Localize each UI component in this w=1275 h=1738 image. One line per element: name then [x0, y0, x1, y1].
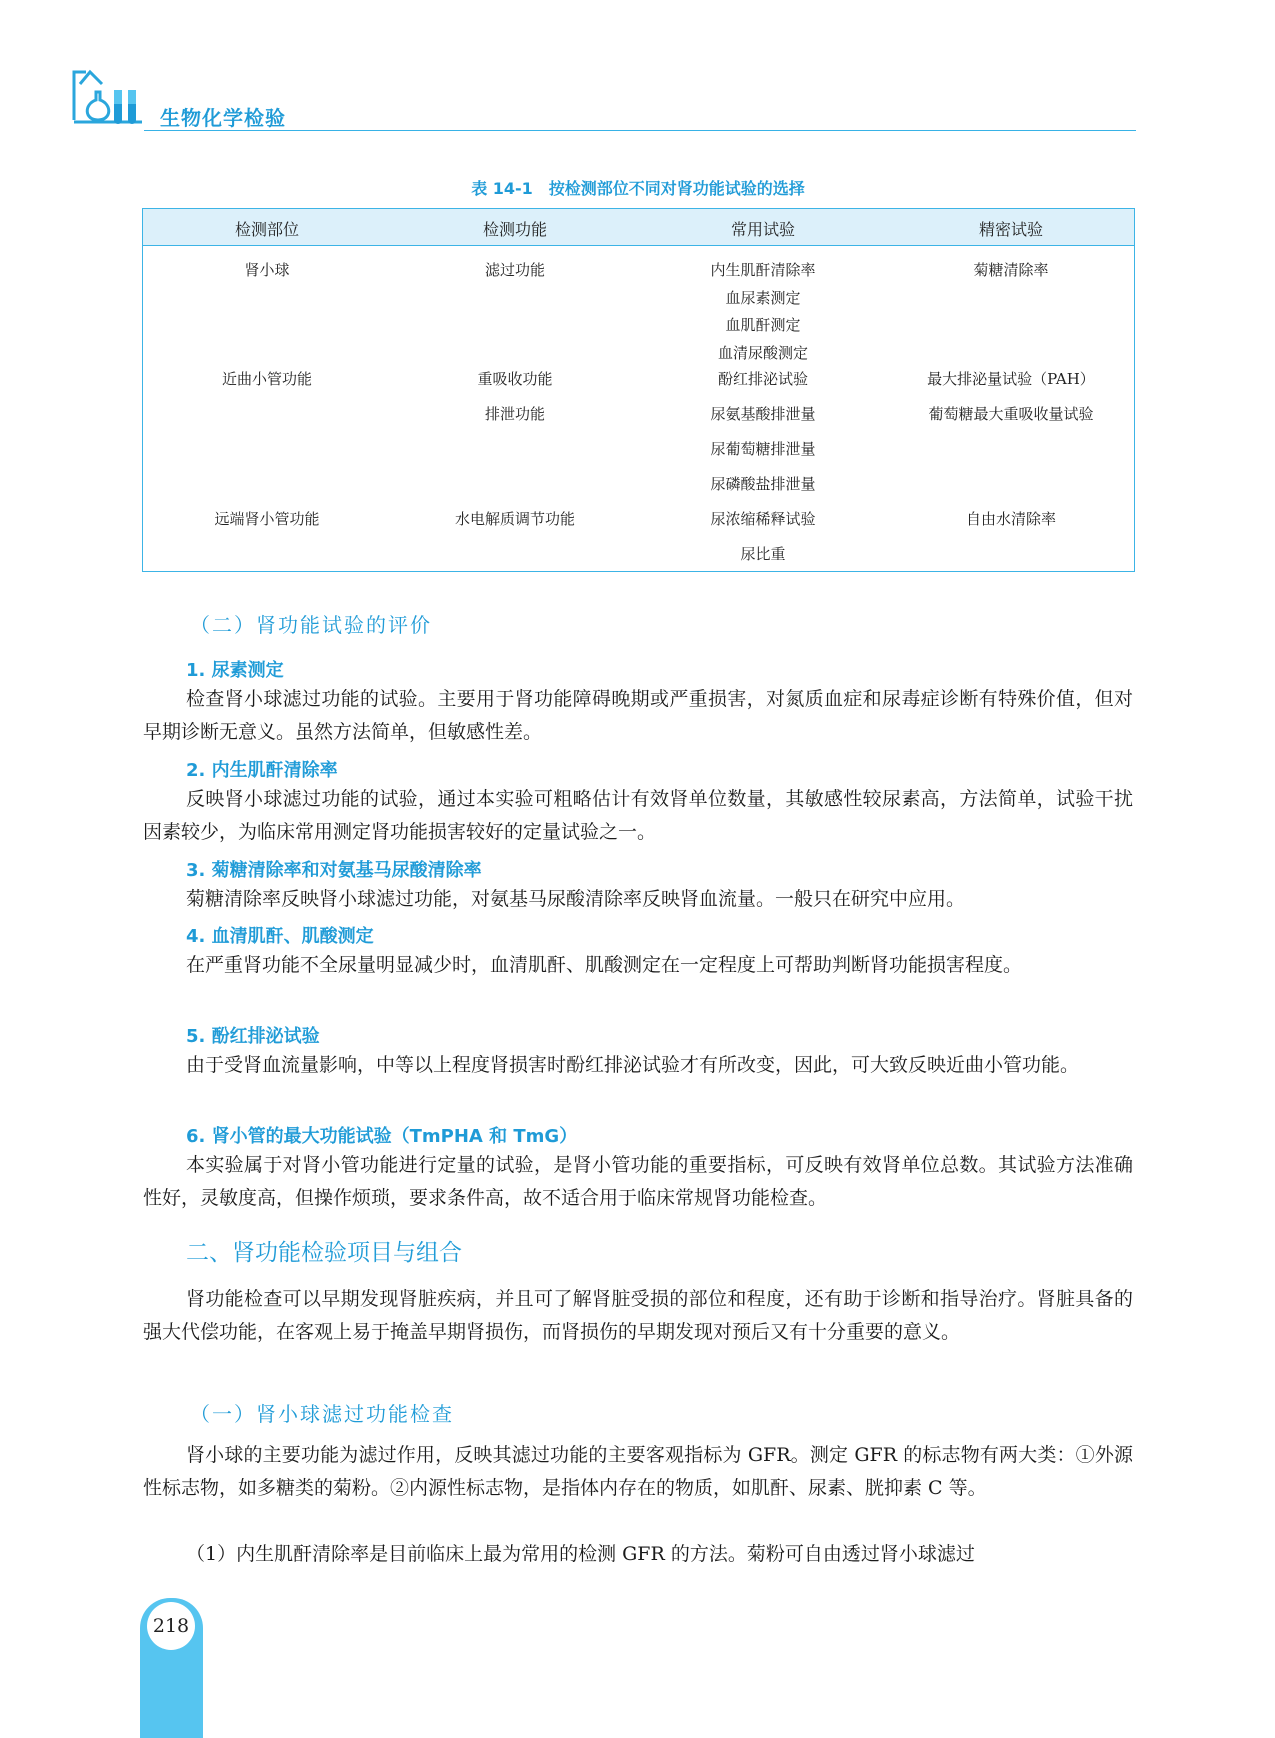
table-cell: 菊糖清除率 — [973, 261, 1049, 279]
item-text: 检查肾小球滤过功能的试验。主要用于肾功能障碍晚期或严重损害，对氮质血症和尿毒症诊断有特殊价值，但对早期诊断无意义。虽然方法简单，但敏感性差。 — [143, 688, 1133, 743]
page-header — [68, 62, 1138, 137]
table-cell: 尿氨基酸排泄量 — [710, 405, 816, 423]
item-text: 反映肾小球滤过功能的试验，通过本实验可粗略估计有效肾单位数量，其敏感性较尿素高，方法简单，试验干扰因素较少，为临床常用测定肾功能损害较好的定量试验之一。 — [143, 788, 1133, 843]
table-cell: 尿葡萄糖排泄量 — [710, 440, 816, 458]
table-cell: 血尿素测定 — [725, 289, 801, 307]
header-divider — [144, 130, 1136, 131]
paragraph-gfr: 肾小球的主要功能为滤过作用，反映其滤过功能的主要客观指标为 GFR。测定 GFR 的标志物有两大类：①外源性标志物，如多糖类的菊粉。②内源性标志物，是指体内存在的物质，如肌酐、尿素、胱抑素 C 等。 — [143, 1444, 1133, 1499]
table-cell: 尿比重 — [740, 545, 786, 563]
subsection-heading-glomerular: （一）肾小球滤过功能检查 — [190, 1402, 454, 1426]
table-cell: 近曲小管功能 — [221, 370, 312, 388]
item-text: 菊糖清除率反映肾小球滤过功能，对氨基马尿酸清除率反映肾血流量。一般只在研究中应用。 — [186, 888, 966, 910]
table-cell: 最大排泌量试验（PAH） — [927, 370, 1095, 388]
item-heading: 6. 肾小管的最大功能试验（TmPHA 和 TmG） — [186, 1126, 578, 1147]
table-cell: 肾小球 — [244, 261, 290, 279]
page-number: 218 — [147, 1602, 195, 1650]
book-title: 生物化学检验 — [160, 106, 286, 130]
item-heading: 1. 尿素测定 — [186, 660, 284, 681]
table-header-cell: 检测部位 — [234, 220, 299, 239]
item-heading: 2. 内生肌酐清除率 — [186, 760, 338, 781]
table-cell: 重吸收功能 — [477, 370, 553, 388]
item-heading: 3. 菊糖清除率和对氨基马尿酸清除率 — [186, 860, 482, 881]
table-cell: 尿浓缩稀释试验 — [710, 510, 816, 528]
section-heading-evaluation: （二）肾功能试验的评价 — [190, 613, 432, 637]
table-cell: 排泄功能 — [484, 405, 545, 423]
section-intro: 肾功能检查可以早期发现肾脏疾病，并且可了解肾脏受损的部位和程度，还有助于诊断和指导治疗。肾脏具备的强大代偿功能，在客观上易于掩盖早期肾损伤，而肾损伤的早期发现对预后又有十分重要的意义。 — [143, 1288, 1133, 1343]
table-header-cell: 精密试验 — [978, 220, 1043, 239]
section-heading-kidney-tests: 二、肾功能检验项目与组合 — [186, 1240, 462, 1266]
table-cell: 滤过功能 — [484, 261, 545, 279]
table-header-cell: 常用试验 — [730, 220, 795, 239]
item-text: 本实验属于对肾小管功能进行定量的试验，是肾小管功能的重要指标，可反映有效肾单位总数。其试验方法准确性好，灵敏度高，但操作烦琐，要求条件高，故不适合用于临床常规肾功能检查。 — [143, 1154, 1133, 1209]
item-heading: 4. 血清肌酐、肌酸测定 — [186, 926, 374, 947]
item-text: 在严重肾功能不全尿量明显减少时，血清肌酐、肌酸测定在一定程度上可帮助判断肾功能损害程度。 — [186, 954, 1023, 976]
table-caption: 表 14-1 按检测部位不同对肾功能试验的选择 — [471, 179, 805, 198]
table-cell: 内生肌酐清除率 — [710, 261, 816, 279]
table-header-row — [143, 209, 1134, 246]
table-cell: 酚红排泌试验 — [717, 370, 808, 388]
table-cell: 葡萄糖最大重吸收量试验 — [928, 405, 1094, 423]
paragraph-creatinine-clearance: （1）内生肌酐清除率是目前临床上最为常用的检测 GFR 的方法。菊粉可自由透过肾小球滤过 — [186, 1543, 975, 1565]
item-heading: 5. 酚红排泌试验 — [186, 1026, 320, 1047]
lab-flask-logo-icon — [68, 62, 148, 134]
item-text: 由于受肾血流量影响，中等以上程度肾损害时酚红排泌试验才有所改变，因此，可大致反映近曲小管功能。 — [186, 1054, 1080, 1076]
table-cell: 尿磷酸盐排泄量 — [710, 475, 816, 493]
table-cell: 血清尿酸测定 — [717, 344, 808, 362]
table-cell: 自由水清除率 — [965, 510, 1056, 528]
table-cell: 水电解质调节功能 — [454, 510, 575, 528]
table-cell: 远端肾小管功能 — [214, 510, 320, 528]
kidney-function-table — [142, 208, 1135, 572]
table-cell: 血肌酐测定 — [725, 316, 801, 334]
table-header-cell: 检测功能 — [482, 220, 547, 239]
